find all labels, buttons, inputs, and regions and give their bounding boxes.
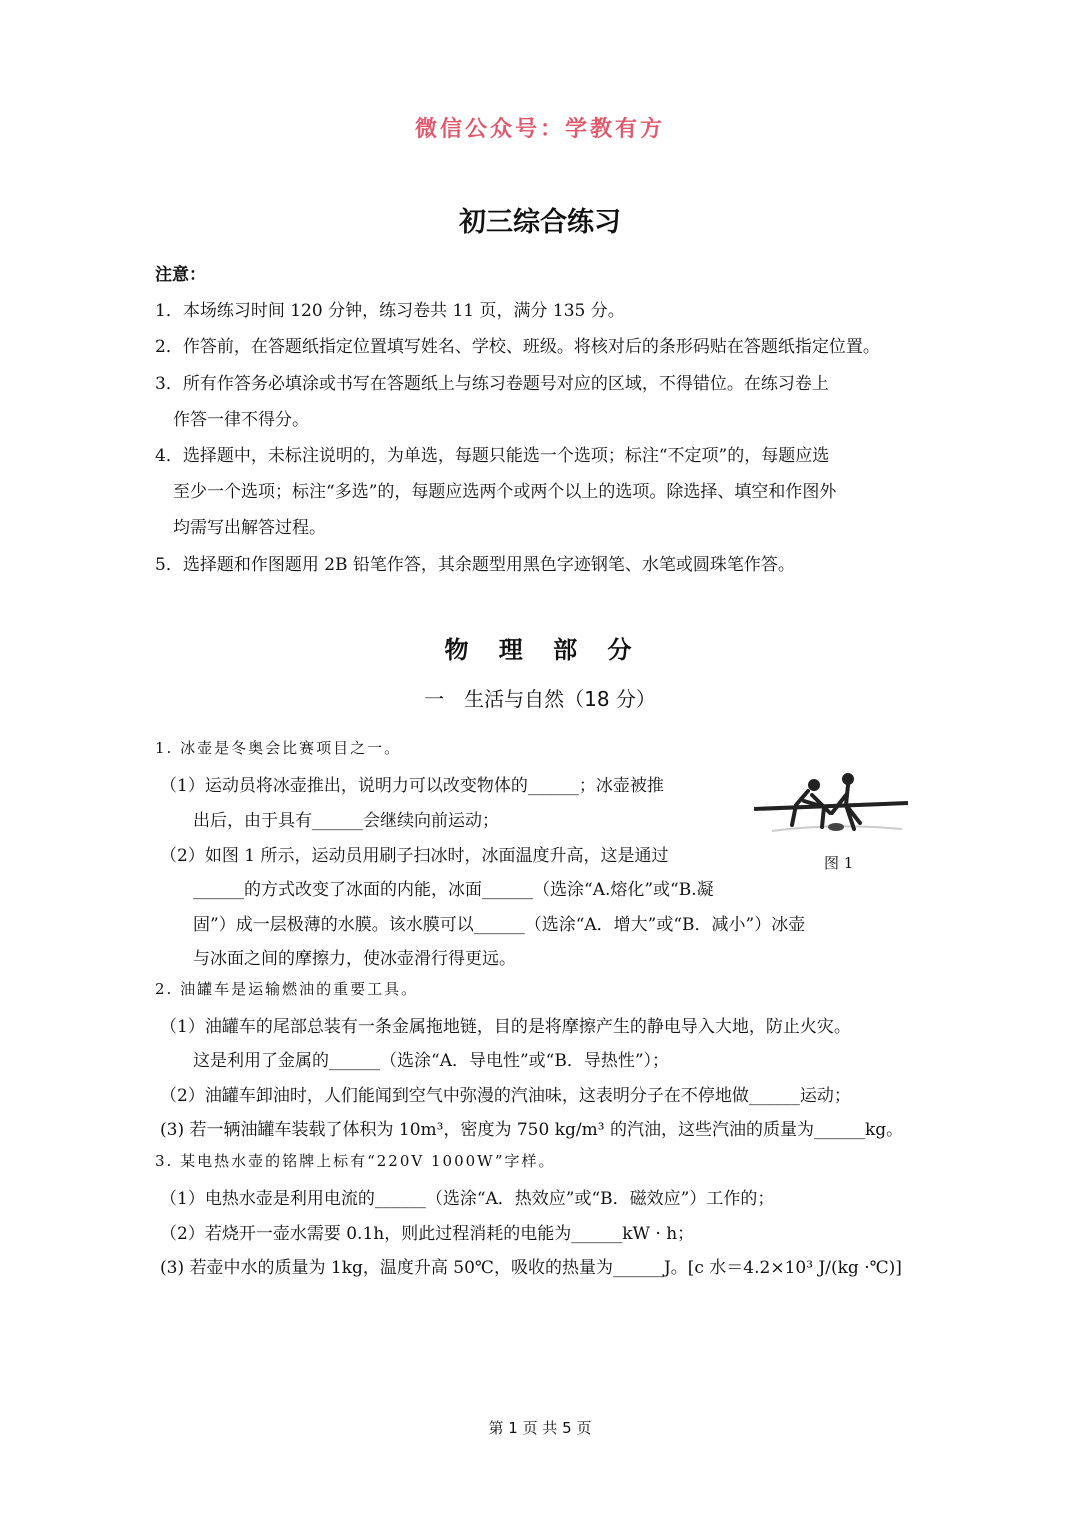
question-1-line: 固”）成一层极薄的水膜。该水膜可以______（选涂“A．增大”或“B．减小”）冰壶 xyxy=(193,915,806,935)
notice-line: 3．所有作答务必填涂或书写在答题纸上与练习卷题号对应的区域，不得错位。在练习卷上 xyxy=(155,374,829,394)
notice-line: 2．作答前，在答题纸指定位置填写姓名、学校、班级。将核对后的条形码贴在答题纸指定位置。 xyxy=(155,337,880,357)
question-1-line: （2）如图 1 所示，运动员用刷子扫冰时，冰面温度升高，这是通过 xyxy=(160,846,669,866)
curling-players-image xyxy=(752,765,910,843)
question-1-line: 与冰面之间的摩擦力，使冰壶滑行得更远。 xyxy=(193,949,516,969)
question-1-line: 出后，由于具有______会继续向前运动； xyxy=(193,811,499,831)
question-3-head: 3. 某电热水壶的铭牌上标有“220V 1000W”字样。 xyxy=(155,1152,556,1170)
question-2-line: （2）油罐车卸油时，人们能闻到空气中弥漫的汽油味，这表明分子在不停地做______运动； xyxy=(160,1086,851,1106)
notice-line: 均需写出解答过程。 xyxy=(173,518,326,538)
notice-line: 作答一律不得分。 xyxy=(173,410,309,430)
question-1-line: （1）运动员将冰壶推出，说明力可以改变物体的______；冰壶被推 xyxy=(160,776,664,796)
question-2-head: 2. 油罐车是运输燃油的重要工具。 xyxy=(155,980,419,998)
notice-line: 5．选择题和作图题用 2B 铅笔作答，其余题型用黑色字迹钢笔、水笔或圆珠笔作答。 xyxy=(155,555,795,575)
part-title: 一 生活与自然（18 分） xyxy=(424,687,656,711)
question-1-head: 1. 冰壶是冬奥会比赛项目之一。 xyxy=(155,739,402,757)
watermark-title: 微信公众号：学教有方 xyxy=(414,116,665,142)
question-2-line: 这是利用了金属的______（选涂“A．导电性”或“B．导热性”）； xyxy=(193,1051,670,1071)
question-3-line: （1）电热水壶是利用电流的______（选涂“A．热效应”或“B．磁效应”）工作的； xyxy=(160,1189,775,1209)
figure-1-label: 图 1 xyxy=(824,854,854,872)
notice-line: 1．本场练习时间 120 分钟，练习卷共 11 页，满分 135 分。 xyxy=(155,301,625,321)
question-1-line: ______的方式改变了冰面的内能，冰面______（选涂“A.熔化”或“B.凝 xyxy=(193,880,714,900)
question-3-line: （2）若烧开一壶水需要 0.1h，则此过程消耗的电能为______kW · h； xyxy=(160,1224,695,1244)
page-title: 初三综合练习 xyxy=(459,207,621,238)
notice-line: 至少一个选项；标注“多选”的，每题应选两个或两个以上的选项。除选择、填空和作图外 xyxy=(173,482,837,502)
question-2-line: (3) 若一辆油罐车装载了体积为 10m³，密度为 750 kg/m³ 的汽油，这些汽油的质量为______kg。 xyxy=(160,1120,904,1140)
section-title: 物 理 部 分 xyxy=(444,636,636,664)
page-footer: 第 1 页 共 5 页 xyxy=(488,1419,592,1437)
notice-label: 注意： xyxy=(155,265,206,285)
question-2-line: （1）油罐车的尾部总装有一条金属拖地链，目的是将摩擦产生的静电导入大地，防止火灾。 xyxy=(160,1017,851,1037)
notice-line: 4．选择题中，未标注说明的，为单选，每题只能选一个选项；标注“不定项”的，每题应选 xyxy=(155,446,830,466)
question-3-line: (3) 若壶中水的质量为 1kg，温度升高 50℃，吸收的热量为______J。[c 水＝4.2×10³ J/(kg ·℃)] xyxy=(160,1258,902,1278)
